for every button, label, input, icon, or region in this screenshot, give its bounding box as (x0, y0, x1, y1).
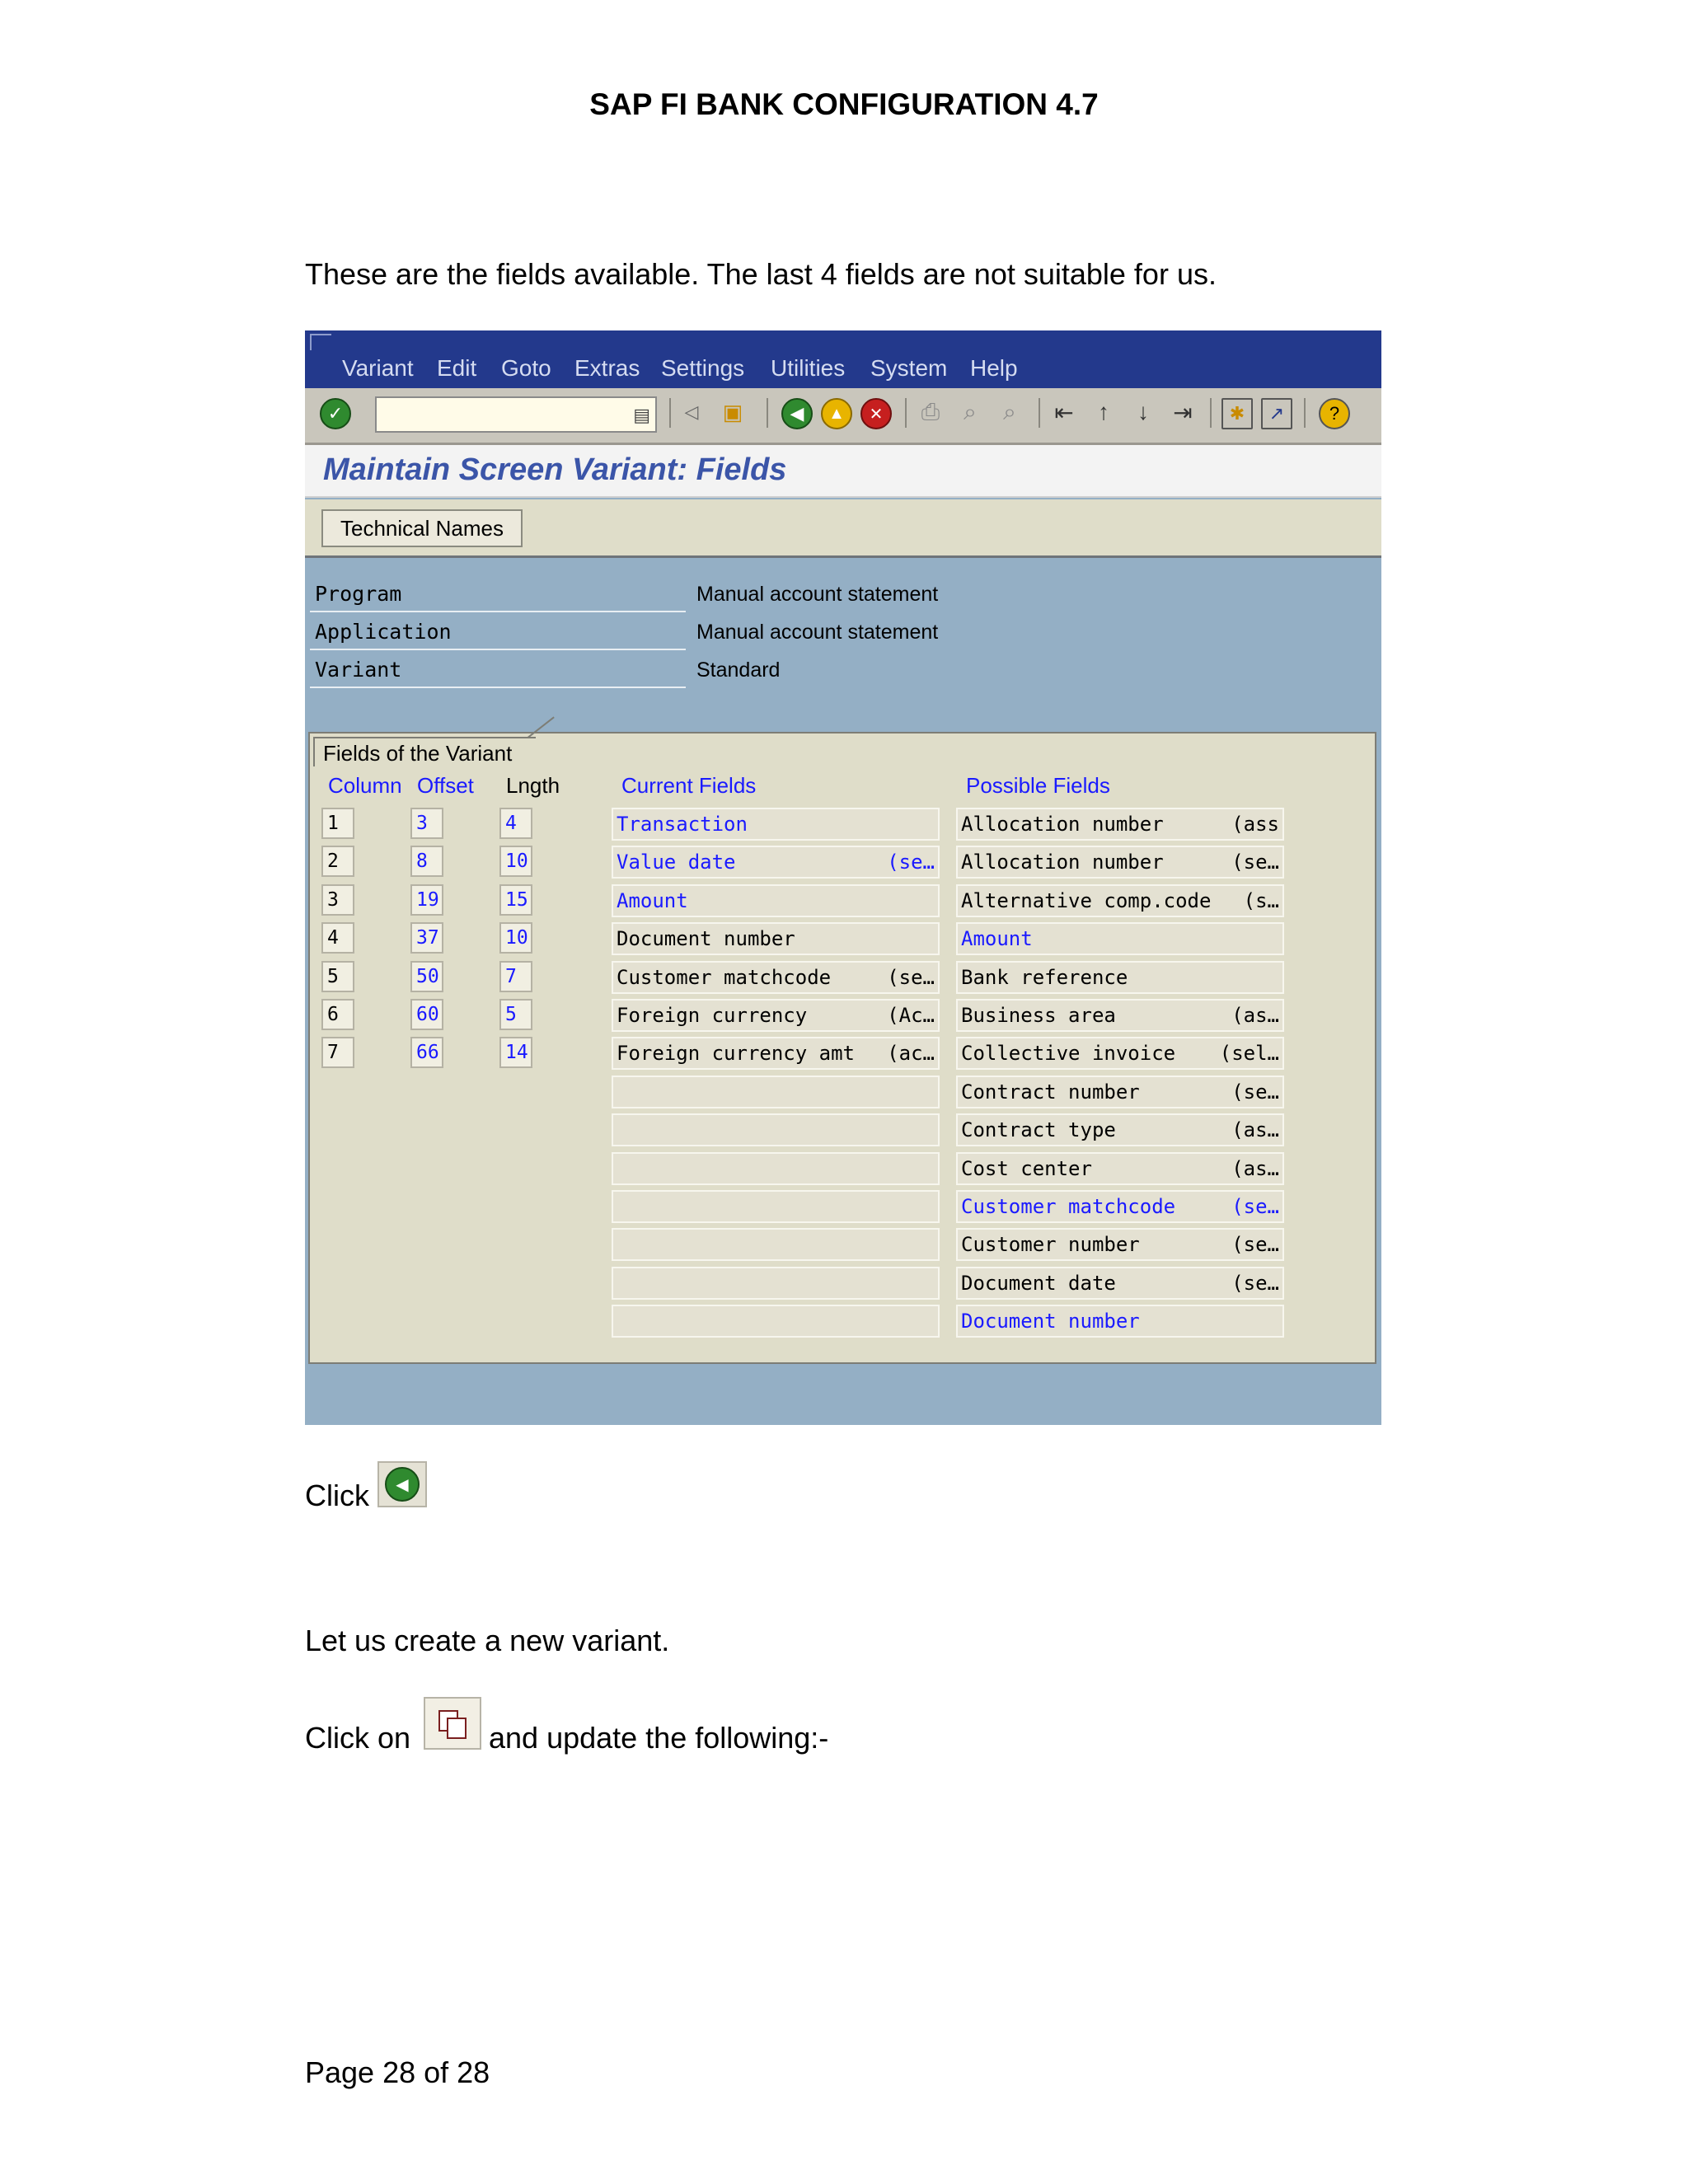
help-icon[interactable]: ? (1319, 398, 1350, 429)
menu-variant[interactable]: Variant (342, 355, 414, 381)
status-bar (305, 1366, 1381, 1425)
possible-field[interactable] (956, 1037, 1284, 1070)
possible-field-suffix: (as… (1231, 1118, 1279, 1142)
column-cell[interactable]: 2 (321, 846, 354, 877)
possible-field-label: Customer matchcode (961, 1195, 1176, 1218)
possible-field[interactable] (956, 1228, 1284, 1261)
column-cell[interactable]: 7 (321, 1037, 354, 1068)
possible-field-label: Contract number (961, 1080, 1140, 1104)
menu-system[interactable]: System (870, 355, 948, 381)
copy-icon (438, 1710, 467, 1736)
possible-field-label: Cost center (961, 1156, 1092, 1180)
possible-field-label: Collective invoice (961, 1042, 1176, 1066)
possible-field[interactable] (956, 846, 1284, 879)
last-page-icon[interactable]: ⇥ (1173, 399, 1193, 425)
previous-page-icon[interactable]: ↑ (1098, 399, 1109, 424)
menu-edit[interactable]: Edit (437, 355, 477, 381)
possible-field[interactable] (956, 808, 1284, 841)
column-cell[interactable]: 5 (321, 961, 354, 992)
possible-field-label: Document number (961, 1310, 1140, 1333)
click-text: Click (305, 1479, 369, 1512)
offset-cell[interactable]: 60 (410, 999, 443, 1030)
column-cell[interactable]: 1 (321, 808, 354, 839)
application-label: Application (310, 616, 686, 650)
current-field[interactable] (612, 1113, 940, 1146)
current-field-label: Foreign currency (617, 1004, 808, 1027)
possible-field-suffix: (se… (1231, 1080, 1279, 1104)
possible-field-label: Business area (961, 1004, 1116, 1027)
current-field[interactable] (612, 1152, 940, 1185)
toolbar-separator (905, 398, 907, 428)
variant-value: Standard (696, 658, 781, 682)
possible-field-label: Document date (961, 1271, 1116, 1295)
cancel-icon[interactable]: ✕ (860, 398, 892, 429)
length-cell[interactable]: 7 (499, 961, 532, 992)
current-field[interactable] (612, 961, 940, 994)
toolbar-separator (1039, 398, 1040, 428)
shortcut-icon[interactable]: ↗ (1261, 398, 1292, 429)
find-icon[interactable]: ⌕ (964, 398, 977, 424)
current-field[interactable] (612, 884, 940, 917)
offset-cell[interactable]: 8 (410, 846, 443, 877)
current-field-label: Transaction (617, 813, 748, 836)
fields-of-variant-group (308, 732, 1376, 1364)
current-field-label: Document number (617, 927, 795, 951)
back-icon: ◀ (385, 1467, 420, 1502)
menu-settings[interactable]: Settings (661, 355, 745, 381)
offset-header: Offset (417, 773, 474, 798)
offset-cell[interactable]: 19 (410, 884, 443, 916)
offset-cell[interactable]: 50 (410, 961, 443, 992)
possible-field-suffix: (se… (1231, 1195, 1279, 1218)
page-footer: Page 28 of 28 (305, 2055, 490, 2089)
length-cell[interactable]: 10 (499, 846, 532, 877)
current-field-label: Foreign currency amt (617, 1042, 855, 1066)
current-field[interactable] (612, 1037, 940, 1070)
create-text: Let us create a new variant. (305, 1624, 670, 1657)
current-field[interactable] (612, 1228, 940, 1261)
current-field-suffix: (se… (887, 851, 935, 874)
length-cell[interactable]: 10 (499, 922, 532, 954)
possible-field[interactable] (956, 1076, 1284, 1108)
length-cell[interactable]: 4 (499, 808, 532, 839)
possible-field[interactable] (956, 1190, 1284, 1223)
screen-title: Maintain Screen Variant: Fields (323, 452, 787, 487)
command-history-icon[interactable]: ▤ (633, 405, 650, 425)
menu-corner-icon[interactable] (310, 334, 331, 350)
possible-field-suffix: (as… (1231, 1004, 1279, 1027)
program-value: Manual account statement (696, 583, 939, 606)
possible-field-label: Alternative comp.code (961, 888, 1212, 912)
save-icon[interactable]: ▣ (722, 399, 743, 424)
create-session-icon[interactable]: ✱ (1221, 398, 1253, 429)
possible-field-label: Contract type (961, 1118, 1116, 1142)
length-cell[interactable]: 15 (499, 884, 532, 916)
click-on-text: Click on (305, 1721, 411, 1755)
possible-field[interactable] (956, 999, 1284, 1032)
collapse-left-icon[interactable]: ◁ (684, 401, 699, 422)
current-field-suffix: (Ac… (887, 1004, 935, 1027)
possible-field[interactable] (956, 922, 1284, 955)
possible-field-suffix: (s… (1243, 888, 1279, 912)
possible-fields-header: Possible Fields (966, 773, 1110, 798)
technical-names-button[interactable]: Technical Names (321, 509, 523, 547)
possible-field-label: Allocation number (961, 813, 1164, 836)
possible-field-label: Allocation number (961, 851, 1164, 874)
possible-field[interactable] (956, 1152, 1284, 1185)
exit-icon[interactable]: ▲ (821, 398, 852, 429)
possible-field-label: Amount (961, 927, 1033, 951)
sap-window (305, 330, 1381, 1425)
intro-text: These are the fields available. The last 4 fields are not suitable for us. (305, 257, 1217, 291)
current-field[interactable] (612, 922, 940, 955)
length-header: Lngth (506, 773, 560, 798)
current-field-label: Value date (617, 851, 736, 874)
current-fields-header: Current Fields (621, 773, 757, 798)
copy-button-illustration (424, 1697, 481, 1750)
length-cell[interactable]: 5 (499, 999, 532, 1030)
possible-field[interactable] (956, 1305, 1284, 1338)
standard-toolbar (305, 388, 1381, 445)
offset-cell[interactable]: 37 (410, 922, 443, 954)
print-icon[interactable]: ⎙ (921, 398, 940, 424)
column-cell[interactable]: 4 (321, 922, 354, 954)
current-field-label: Customer matchcode (617, 965, 832, 989)
current-field[interactable] (612, 1267, 940, 1300)
current-field[interactable] (612, 1076, 940, 1108)
menu-goto[interactable]: Goto (501, 355, 551, 381)
toolbar-separator (1210, 398, 1212, 428)
variant-label: Variant (310, 654, 686, 688)
find-next-icon[interactable]: ⌕ (1003, 398, 1016, 424)
possible-field-suffix: (as… (1231, 1156, 1279, 1180)
possible-field[interactable] (956, 1113, 1284, 1146)
menu-bar (305, 330, 1381, 388)
current-field[interactable] (612, 808, 940, 841)
possible-field[interactable] (956, 961, 1284, 994)
document-title: SAP FI BANK CONFIGURATION 4.7 (589, 87, 1099, 121)
possible-field-suffix: (sel… (1219, 1042, 1279, 1066)
current-field-suffix: (ac… (887, 1042, 935, 1066)
possible-field-label: Customer number (961, 1233, 1140, 1257)
possible-field-suffix: (se… (1231, 1271, 1279, 1295)
possible-field[interactable] (956, 1267, 1284, 1300)
possible-field-suffix: (se… (1231, 851, 1279, 874)
column-cell[interactable]: 3 (321, 884, 354, 916)
menu-extras[interactable]: Extras (574, 355, 640, 381)
possible-field-label: Bank reference (961, 965, 1128, 989)
application-value: Manual account statement (696, 621, 939, 644)
enter-check-icon[interactable]: ✓ (320, 398, 351, 429)
possible-field-suffix: (se… (1231, 1233, 1279, 1257)
possible-field-suffix: (ass (1231, 813, 1279, 836)
menu-help[interactable]: Help (970, 355, 1018, 381)
current-field[interactable] (612, 1305, 940, 1338)
first-page-icon[interactable]: ⇤ (1054, 399, 1074, 425)
column-header: Column (328, 773, 402, 798)
offset-cell[interactable]: 66 (410, 1037, 443, 1068)
possible-field[interactable] (956, 884, 1284, 917)
application-toolbar (305, 499, 1381, 558)
offset-cell[interactable]: 3 (410, 808, 443, 839)
program-label: Program (310, 578, 686, 612)
update-text: and update the following:- (489, 1721, 829, 1755)
length-cell[interactable]: 14 (499, 1037, 532, 1068)
back-button-illustration (377, 1461, 427, 1507)
current-field-label: Amount (617, 888, 688, 912)
back-icon[interactable]: ◀ (781, 398, 813, 429)
current-field[interactable] (612, 1190, 940, 1223)
group-title: Fields of the Variant (313, 737, 536, 766)
next-page-icon[interactable]: ↓ (1137, 399, 1149, 424)
screen-title-bar (305, 445, 1381, 498)
menu-utilities[interactable]: Utilities (771, 355, 846, 381)
toolbar-separator (669, 398, 671, 428)
current-field-suffix: (se… (887, 965, 935, 989)
toolbar-separator (767, 398, 768, 428)
command-field[interactable] (375, 396, 657, 433)
toolbar-separator (1304, 398, 1306, 428)
current-field[interactable] (612, 846, 940, 879)
column-cell[interactable]: 6 (321, 999, 354, 1030)
current-field[interactable] (612, 999, 940, 1032)
